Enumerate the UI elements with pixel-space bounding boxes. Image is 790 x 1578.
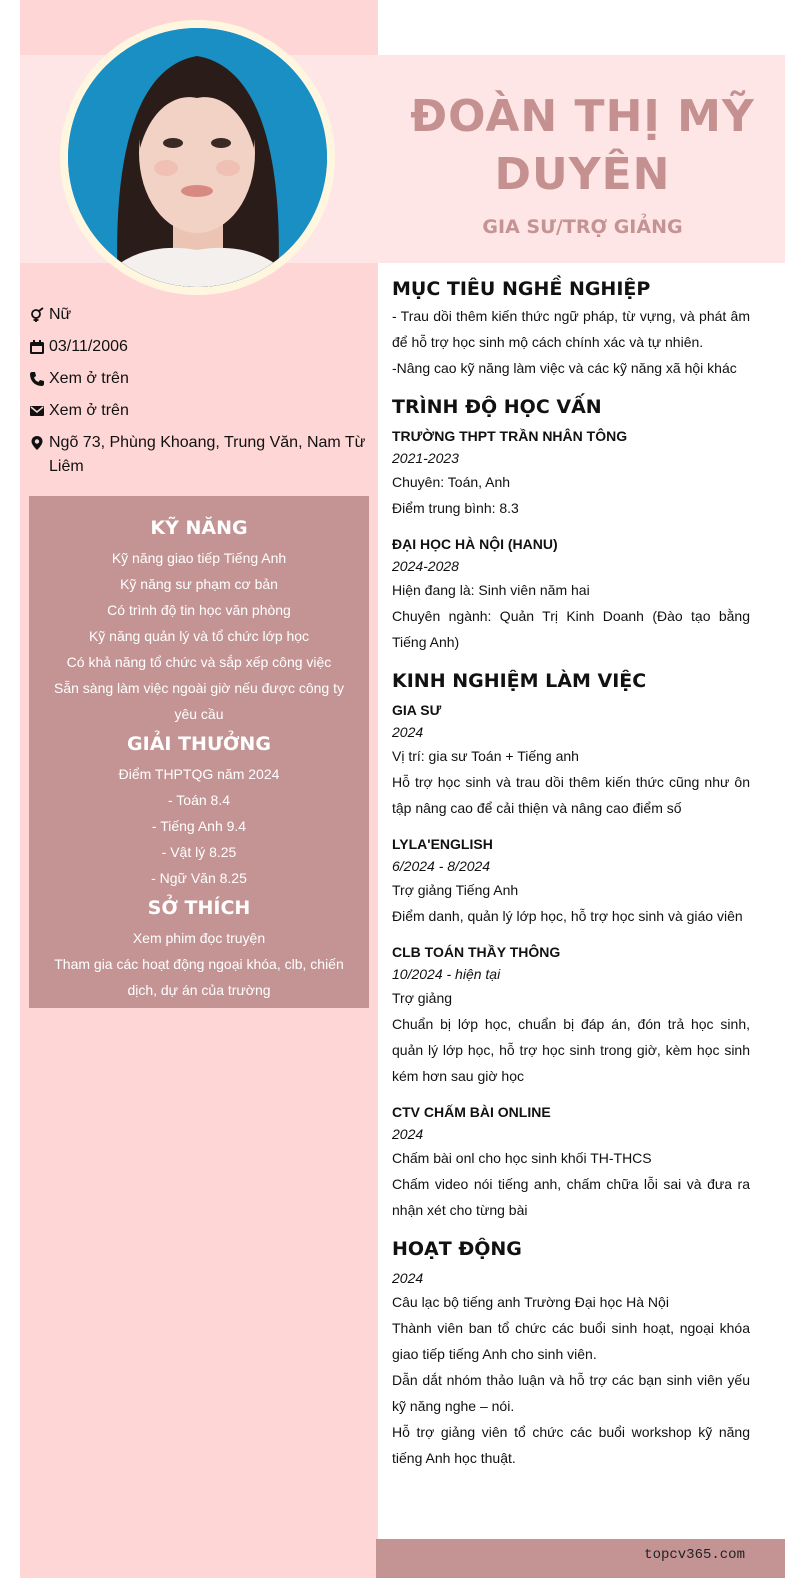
- education-line: Hiện đang là: Sinh viên năm hai: [392, 582, 590, 598]
- name-block: [380, 88, 785, 238]
- contact-birthday: [29, 335, 369, 359]
- experience-line: Điểm danh, quản lý lớp học, hỗ trợ học sinh và giáo viên: [392, 908, 743, 924]
- avatar: [68, 28, 327, 287]
- contact-gender-text: Nữ: [49, 306, 72, 323]
- objective-title: MỤC TIÊU NGHỀ NGHIỆP: [392, 278, 651, 300]
- experience-date: 10/2024 - hiện tại: [392, 966, 501, 982]
- activity-line: Hỗ trợ giảng viên tổ chức các buổi workshop kỹ năng tiếng Anh học thuật.: [392, 1424, 750, 1466]
- objective-line: -Nâng cao kỹ năng làm việc và các kỹ năng xã hội khác: [392, 360, 737, 376]
- award-item: - Tiếng Anh 9.4: [151, 818, 247, 834]
- experience-line: Trợ giảng: [392, 990, 453, 1006]
- education-line: Điểm trung bình: 8.3: [392, 500, 519, 516]
- contact-phone-text: Xem ở trên: [49, 370, 129, 387]
- experience-line: Vị trí: gia sư Toán + Tiếng anh: [392, 748, 579, 764]
- hobby-item: Xem phim đọc truyện: [132, 930, 266, 946]
- education-date: 2021-2023: [392, 450, 459, 466]
- phone-icon: [29, 367, 49, 391]
- location-icon: [29, 431, 49, 455]
- objective-line: - Trau dồi thêm kiến thức ngữ pháp, từ vựng, và phát âm để hỗ trợ học sinh mộ cách chính xác và tự nhiên.: [392, 308, 750, 350]
- contact-address-text: Ngõ 73, Phùng Khoang, Trung Văn, Nam Từ Liêm: [49, 434, 366, 475]
- experience-line: Hỗ trợ học sinh và trau dồi thêm kiến thức cũng như ôn tập nâng cao để cải thiện và nâng cao điểm số: [392, 774, 750, 816]
- award-item: Điểm THPTQG năm 2024: [118, 766, 280, 782]
- experience-title: KINH NGHIỆM LÀM VIỆC: [392, 670, 647, 692]
- awards-title: GIẢI THƯỞNG: [127, 733, 271, 755]
- gender-icon: [29, 303, 49, 327]
- skill-item: Có trình độ tin học văn phòng: [107, 602, 291, 618]
- education-name: TRƯỜNG THPT TRẦN NHÂN TÔNG: [392, 428, 628, 444]
- skills-title: KỸ NĂNG: [150, 517, 248, 539]
- envelope-icon: [29, 399, 49, 423]
- side-panel: [29, 496, 369, 1008]
- contact-email-text: Xem ở trên: [49, 402, 129, 419]
- contact-phone: [29, 367, 369, 391]
- skill-item: Kỹ năng giao tiếp Tiếng Anh: [111, 550, 287, 566]
- experience-date: 2024: [392, 1126, 424, 1142]
- activity-line: Thành viên ban tổ chức các buổi sinh hoạt, ngoại khóa giao tiếp tiếng Anh cho sinh viên.: [392, 1320, 750, 1362]
- award-item: - Vật lý 8.25: [161, 844, 237, 860]
- education-entry: [392, 425, 750, 521]
- experience-date: 6/2024 - 8/2024: [392, 858, 491, 874]
- contact-address: [29, 431, 369, 479]
- award-item: - Toán 8.4: [167, 792, 230, 808]
- experience-line: Trợ giảng Tiếng Anh: [392, 882, 519, 898]
- education-entry: [392, 533, 750, 655]
- experience-name: CLB TOÁN THẦY THÔNG: [392, 944, 561, 960]
- hobbies-title: SỞ THÍCH: [147, 897, 251, 919]
- contact-gender: [29, 303, 369, 327]
- experience-line: Chuẩn bị lớp học, chuẩn bị đáp án, đón trả học sinh, quản lý lớp học, hỗ trợ học sinh trong giờ, kèm học sinh kém hơn sau giờ học: [392, 1016, 750, 1084]
- skill-item: Có khả năng tổ chức và sắp xếp công việc: [66, 654, 332, 670]
- experience-entry: [392, 833, 750, 929]
- education-name: ĐẠI HỌC HÀ NỘI (HANU): [392, 536, 558, 552]
- candidate-role: GIA SƯ/TRỢ GIẢNG: [482, 216, 683, 238]
- experience-entry: [392, 1101, 750, 1223]
- experience-line: Chấm video nói tiếng anh, chấm chữa lỗi sai và đưa ra nhận xét cho từng bài: [392, 1176, 750, 1218]
- experience-entry: [392, 699, 750, 821]
- education-line: Chuyên: Toán, Anh: [392, 474, 511, 490]
- experience-name: CTV CHẤM BÀI ONLINE: [392, 1104, 551, 1120]
- experience-date: 2024: [392, 724, 424, 740]
- contact-email: [29, 399, 369, 423]
- activities-title: HOẠT ĐỘNG: [392, 1238, 522, 1260]
- award-item: - Ngữ Văn 8.25: [151, 870, 247, 886]
- skill-item: Kỹ năng sư phạm cơ bản: [120, 576, 278, 592]
- education-line: Chuyên ngành: Quản Trị Kinh Doanh (Đào tạo bằng Tiếng Anh): [392, 608, 750, 650]
- activity-line: Câu lạc bộ tiếng anh Trường Đại học Hà Nội: [392, 1294, 669, 1310]
- main-content: [392, 275, 750, 1471]
- activity-date: 2024: [392, 1270, 424, 1286]
- activity-entry: [392, 1267, 750, 1471]
- calendar-icon: [29, 335, 49, 359]
- skill-item: Kỹ năng quản lý và tổ chức lớp học: [88, 628, 310, 644]
- education-title: TRÌNH ĐỘ HỌC VẤN: [392, 396, 602, 418]
- experience-entry: [392, 941, 750, 1089]
- contact-birthday-text: 03/11/2006: [49, 338, 128, 355]
- education-date: 2024-2028: [392, 558, 459, 574]
- contact-list: [29, 303, 369, 487]
- experience-name: GIA SƯ: [392, 702, 442, 718]
- activity-line: Dẫn dắt nhóm thảo luận và hỗ trợ các bạn sinh viên yếu kỹ năng nghe – nói.: [392, 1372, 750, 1414]
- portrait-illustration: [68, 28, 327, 287]
- skill-item: Sẵn sàng làm việc ngoài giờ nếu được công ty yêu cầu: [53, 680, 344, 722]
- footer-watermark: topcv365.com: [644, 1547, 745, 1563]
- experience-name: LYLA'ENGLISH: [392, 836, 493, 852]
- candidate-name: ĐOÀN THỊ MỸ DUYÊN: [410, 91, 755, 200]
- experience-line: Chấm bài onl cho học sinh khối TH-THCS: [392, 1150, 652, 1166]
- footer-bar: [376, 1539, 785, 1578]
- hobby-item: Tham gia các hoạt động ngoại khóa, clb, chiến dịch, dự án của trường: [54, 956, 344, 998]
